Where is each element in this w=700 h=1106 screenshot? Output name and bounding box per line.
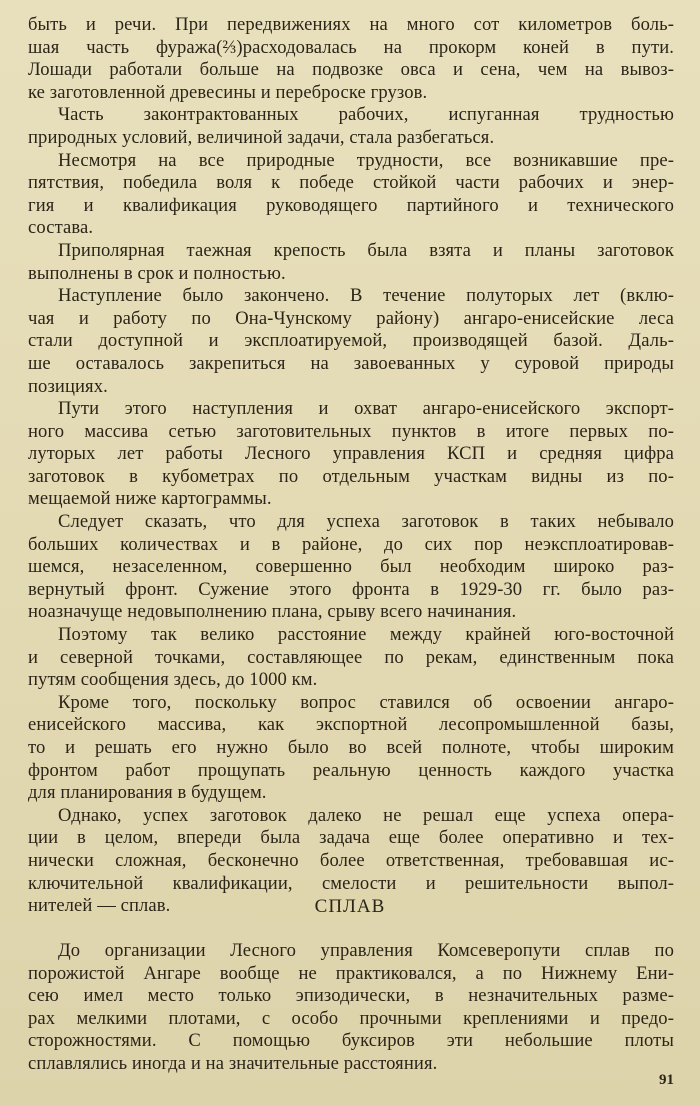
text-line: мещаемой ниже картограммы.: [28, 488, 272, 510]
text-line: фронтом работ прощупать реальную ценность каждого участка: [28, 759, 674, 781]
text-line: ции в целом, впереди была задача еще более оперативно и тех-: [28, 827, 674, 849]
text-line: сторожностями. С помощью буксиров эти небольшие плоты: [28, 1030, 674, 1052]
text-line: вернутый фронт. Сужение этого фронта в 1929-30 гг. было раз-: [28, 578, 674, 600]
text-line: Наступление было закончено. В течение полуторых лет (вклю-: [58, 285, 674, 307]
text-line: шая часть фуража(⅔)расходовалась на прокорм коней в пути.: [28, 36, 674, 58]
text-line: сею имел место только эпизодически, в незначительных разме-: [28, 985, 674, 1007]
text-line: ного массива сетью заготовительных пунктов в итоге первых по-: [28, 420, 674, 442]
text-line: ке заготовленной древесины и переброске грузов.: [28, 81, 428, 103]
text-line: природных условий, величиной задачи, стала разбегаться.: [28, 126, 495, 148]
text-line: состава.: [28, 217, 94, 239]
text-line: Следует сказать, что для успеха заготовок в таких небывало: [58, 511, 674, 533]
text-line: нителей — сплав.: [28, 895, 171, 917]
text-line: стали доступной и эксплоатируемой, производящей базой. Даль-: [28, 330, 674, 352]
text-line: для планирования в будущем.: [28, 782, 267, 804]
text-line: рах мелкими плотами, с особо прочными креплениями и предо-: [28, 1007, 674, 1029]
text-line: путям сообщения здесь, до 1000 км.: [28, 669, 318, 691]
text-line: Поэтому так велико расстояние между крайней юго-восточной: [58, 624, 674, 646]
text-line: Пути этого наступления и охват ангаро-енисейского экспорт-: [58, 398, 674, 420]
page-number: 91: [659, 1072, 674, 1088]
text-line: быть и речи. При передвижениях на много сот километров боль-: [28, 14, 674, 35]
text-line: ключительной квалификации, смелости и решительности выпол-: [28, 872, 674, 894]
section-text: [28, 940, 674, 1076]
text-line: ше оставалось закрепиться на завоеванных у суровой природы: [28, 352, 674, 374]
text-line: Кроме того, поскольку вопрос ставился об освоении ангаро-: [58, 691, 674, 713]
text-line: Часть законтрактованных рабочих, испуганная трудностью: [58, 104, 674, 126]
text-line: и северной точками, составляющее по рекам, единственным пока: [28, 646, 674, 668]
text-line: Однако, успех заготовок далеко не решал еще успеха опера-: [58, 804, 674, 826]
text-line: выполнены в срок и полностью.: [28, 262, 286, 284]
text-line: Приполярная таежная крепость была взята и планы заготовок: [58, 239, 674, 261]
text-line: енисейского массива, как экспортной лесопромышленной базы,: [28, 714, 674, 736]
text-line: чая и работу по Она-Чунскому району) ангаро-енисейские леса: [28, 307, 674, 329]
text-line: сплавлялись иногда и на значительные расстояния.: [28, 1052, 438, 1074]
text-line: пятствия, победила воля к победе стойкой части рабочих и энер-: [28, 172, 674, 194]
text-line: шемся, незаселенном, совершенно был необходим широко раз-: [28, 556, 674, 578]
text-line: Лошади работали больше на подвозке овса и сена, чем на вывоз-: [28, 59, 674, 81]
section-heading: СПЛАВ: [314, 896, 386, 917]
text-line: заготовок в кубометрах по отдельным участкам видны из по-: [28, 465, 674, 487]
body-text: [28, 14, 674, 918]
text-line: то и решать его нужно было во всей полноте, чтобы широким: [28, 737, 674, 758]
text-line: До организации Лесного управления Комсеверопути сплав по: [58, 940, 674, 961]
text-line: Несмотря на все природные трудности, все возникавшие пре-: [58, 149, 674, 171]
text-line: ноазначуще недовыполнению плана, срыву всего начинания.: [28, 601, 517, 623]
text-line: больших количествах и в районе, до сих пор неэксплоатировав-: [28, 533, 674, 555]
text-line: гия и квалификация руководящего партийного и технического: [28, 194, 674, 216]
text-line: позициях.: [28, 375, 108, 397]
text-line: луторых лет работы Лесного управления КСП и средняя цифра: [28, 443, 674, 465]
text-line: порожистой Ангаре вообще не практиковался, а по Нижнему Ени-: [28, 962, 674, 984]
text-line: нически сложная, бесконечно более ответственная, требовавшая ис-: [28, 849, 674, 871]
